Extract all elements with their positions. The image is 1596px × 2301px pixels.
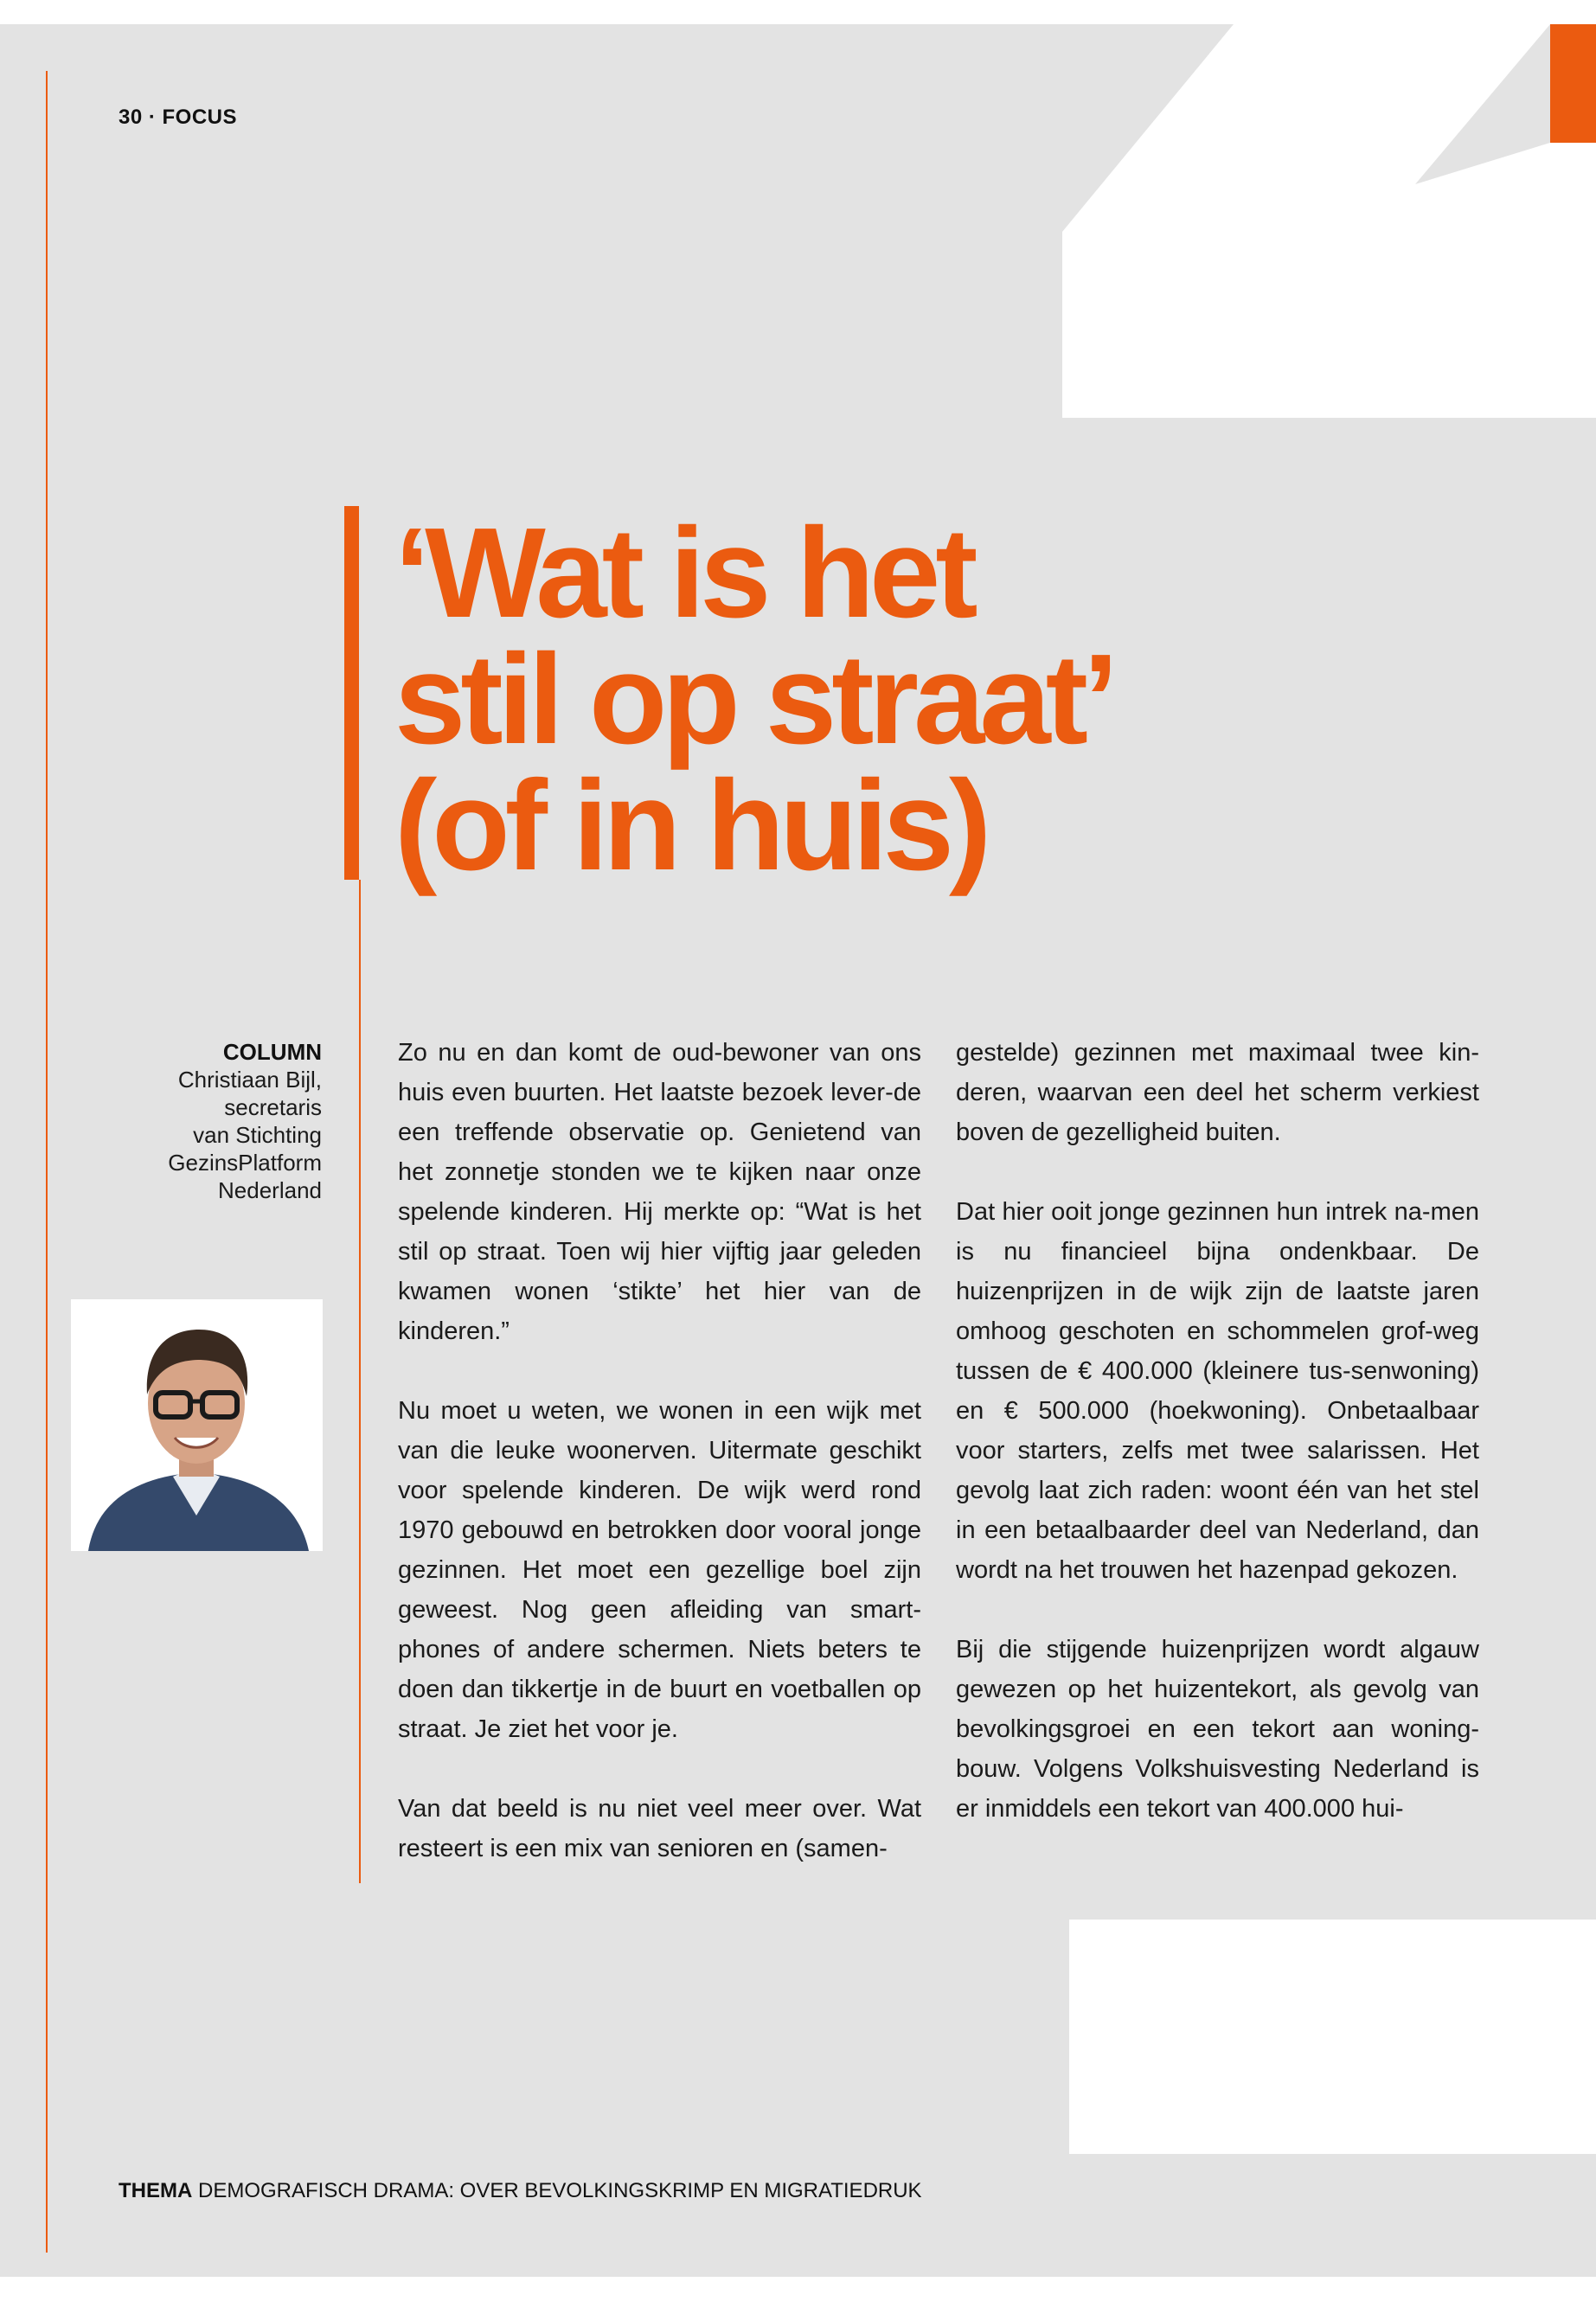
body-paragraph: Bij die stijgende huizenprijzen wordt algauw gewezen op het huizentekort, als gevolg van bevolkingsgroei en een tekort aan woning-bouw. Volgens Volkshuisvesting Nederland is er inmiddels een tekort van 400.000 hui- [956, 1636, 1479, 1823]
body-paragraph: Zo nu en dan komt de oud-bewoner van ons huis even buurten. Het laatste bezoek lever-de een treffende observatie op. Genietend van het zonnetje stonden we te kijken naar onze spelende kinderen. Hij merkte op: “Wat is het stil op straat. Toen wij hier vijftig jaar geleden kwamen wonen ‘stikte’ het hier van de kinderen.” [398, 1039, 921, 1345]
byline-line: secretaris [224, 1094, 322, 1120]
headline-line: (of in huis) [394, 754, 987, 897]
body-paragraph: Van dat beeld is nu niet veel meer over. Wat resteert is een mix van senioren en (samen- [398, 1795, 921, 1862]
headline-accent-bar [344, 506, 359, 880]
headline [394, 502, 1114, 897]
page-footer [119, 2179, 922, 2203]
byline-line: Nederland [218, 1177, 322, 1203]
body-paragraph: Dat hier ooit jonge gezinnen hun intrek na-men is nu financieel bijna ondenkbaar. De huizenprijzen in de wijk zijn de laatste jaren omhoog geschoten en schommelen grof-weg tussen de € 400.000 (kleinere tus-senwoning) en € 500.000 (hoekwoning). Onbetaalbaar voor starters, zelfs met twee salarissen. Het gevolg laat zich raden: woont één van het stel in een betaalbaarder deel van Nederland, dan wordt na het trouwen het hazenpad gekozen. [956, 1198, 1479, 1584]
byline-line: van Stichting [193, 1122, 322, 1148]
author-byline [130, 1038, 322, 1204]
body-paragraph: Nu moet u weten, we wonen in een wijk met van die leuke woonerven. Uitermate geschikt voor spelende kinderen. De wijk werd rond 1970 gebouwd en betrokken door vooral jonge gezinnen. Het moet een gezellige boel zijn geweest. Nog geen afleiding van smart-phones of andere schermen. Niets beters te doen dan tikkertje in de buurt en voetballen op straat. Je ziet het voor je. [398, 1397, 921, 1743]
byline-line: GezinsPlatform [168, 1150, 322, 1176]
orange-corner-tab [1550, 24, 1596, 143]
author-portrait-illustration [71, 1299, 323, 1551]
footer-text: DEMOGRAFISCH DRAMA: OVER BEVOLKINGSKRIMP EN MIGRATIEDRUK [198, 2179, 922, 2202]
magazine-page [0, 24, 1596, 2277]
headline-line: stil op straat’ [394, 628, 1114, 771]
footer-label: THEMA [119, 2179, 193, 2202]
body-paragraph: gestelde) gezinnen met maximaal twee kin-deren, waarvan een deel het scherm verkiest boven de gezelligheid buiten. [956, 1039, 1479, 1146]
byline-line: Christiaan Bijl, [177, 1067, 322, 1093]
body-column-2 [956, 1033, 1479, 1868]
column-divider-rule [359, 880, 361, 1883]
column-label: COLUMN [222, 1039, 322, 1065]
page-header: 30 · FOCUS [119, 106, 238, 129]
body-column-1 [398, 1033, 921, 1908]
author-portrait [71, 1299, 323, 1551]
headline-line: ‘Wat is het [394, 502, 973, 644]
left-margin-rule [46, 71, 48, 2253]
